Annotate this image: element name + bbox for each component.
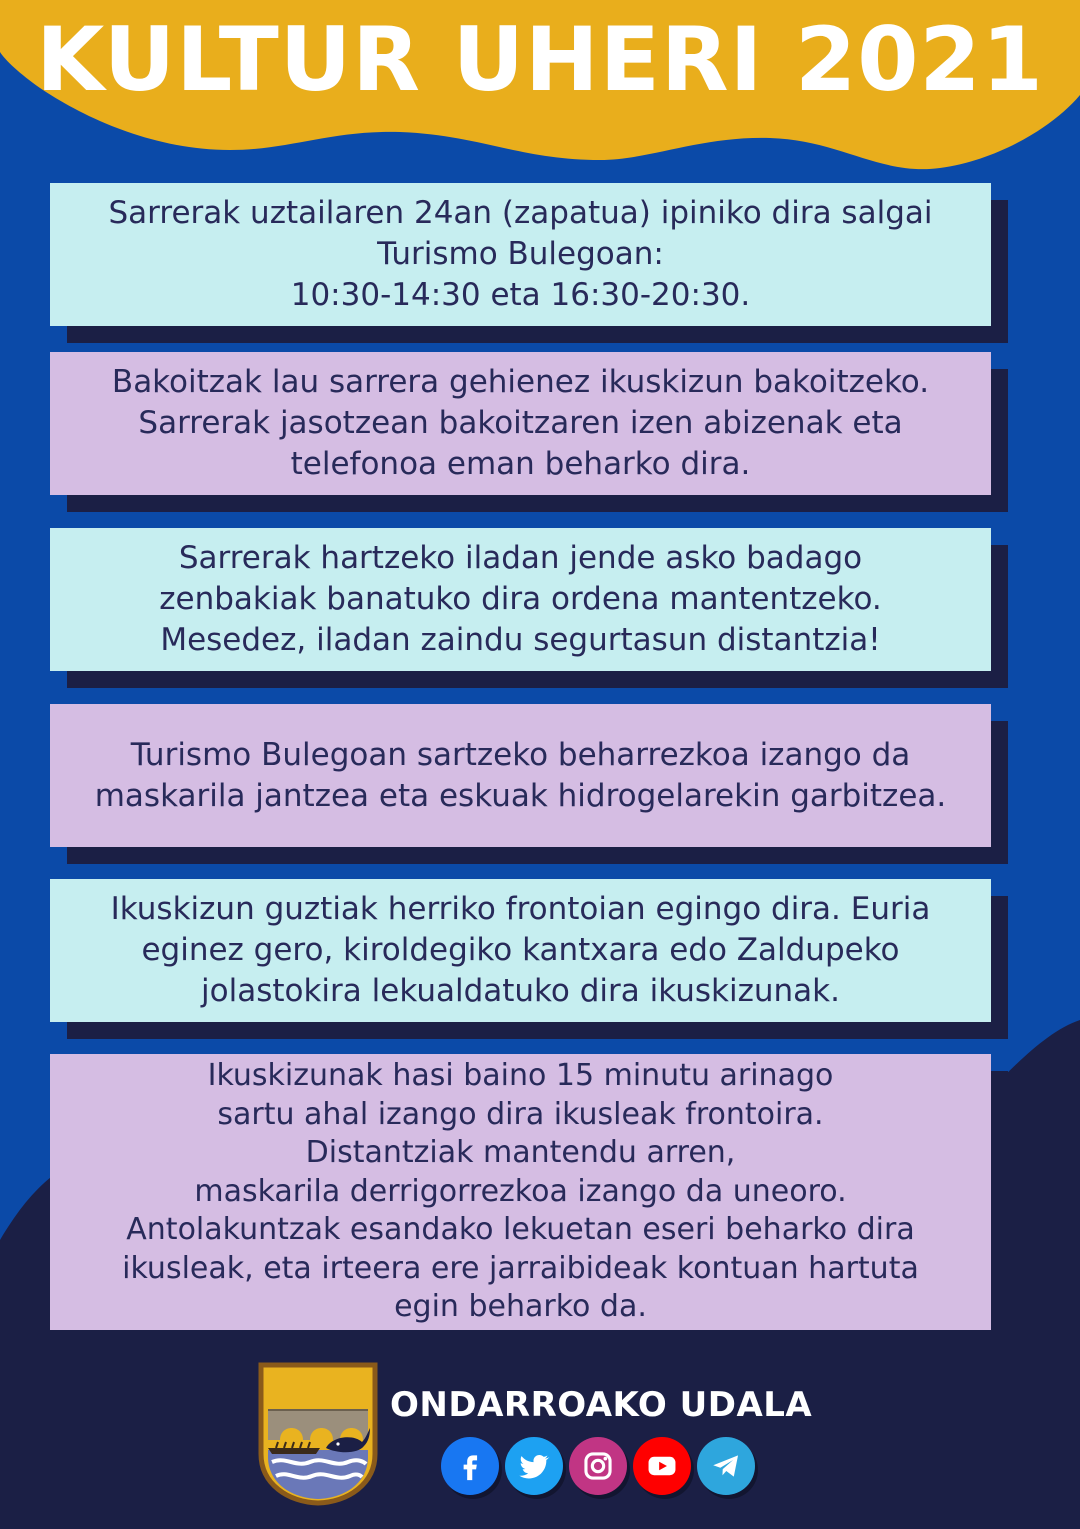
info-card-access-rules [50, 1054, 991, 1330]
info-card-mask-hygiene [50, 704, 991, 847]
info-card-text: Ikuskizun guztiak herriko frontoian egingo dira. Euria eginez gero, kiroldegiko kantxara edo Zaldupeko jolastokira lekualdatuko dira ikuskizunak. [110, 891, 931, 1009]
telegram-icon [709, 1449, 743, 1483]
info-card-text: Ikuskizunak hasi baino 15 minutu arinago sartu ahal izango dira ikusleak frontoira. Distantziak mantendu arren, maskarila derrigorrezkoa izango da uneoro. Antolakuntzak esandako lekuetan eseri beharko dira ikusleak, eta irteera ere jarraibideak kontuan hartuta egin beharko da. [122, 1058, 919, 1325]
town-crest-logo [258, 1362, 378, 1506]
info-card-tickets-sale [50, 183, 991, 326]
info-card-ticket-limit [50, 352, 991, 495]
facebook-link[interactable] [441, 1437, 499, 1495]
twitter-link[interactable] [505, 1437, 563, 1495]
instagram-icon [581, 1449, 615, 1483]
info-card-text: Sarrerak uztailaren 24an (zapatua) ipiniko dira salgai Turismo Bulegoan: 10:30-14:30 eta 16:30-20:30. [108, 195, 933, 313]
organization-name: ONDARROAKO UDALA [390, 1385, 813, 1425]
info-card-text: Bakoitzak lau sarrera gehienez ikuskizun bakoitzeko. Sarrerak jasotzean bakoitzaren izen abizenak eta telefonoa eman beharko dira. [111, 364, 930, 482]
info-card-text: Turismo Bulegoan sartzeko beharrezkoa izango da maskarila jantzea eta eskuak hidrogelarekin garbitzea. [94, 736, 947, 814]
info-card-venue [50, 879, 991, 1022]
info-card-queue [50, 528, 991, 671]
info-card-text: Sarrerak hartzeko iladan jende asko badago zenbakiak banatuko dira ordena mantentzeko. Mesedez, iladan zaindu segurtasun distantzia! [159, 540, 882, 658]
social-links [441, 1437, 755, 1497]
twitter-icon [517, 1449, 551, 1483]
youtube-link[interactable] [633, 1437, 691, 1495]
telegram-link[interactable] [697, 1437, 755, 1495]
instagram-link[interactable] [569, 1437, 627, 1495]
facebook-icon [453, 1449, 487, 1483]
page-title: KULTUR UHERI 2021 [36, 8, 1044, 111]
youtube-icon [645, 1449, 679, 1483]
